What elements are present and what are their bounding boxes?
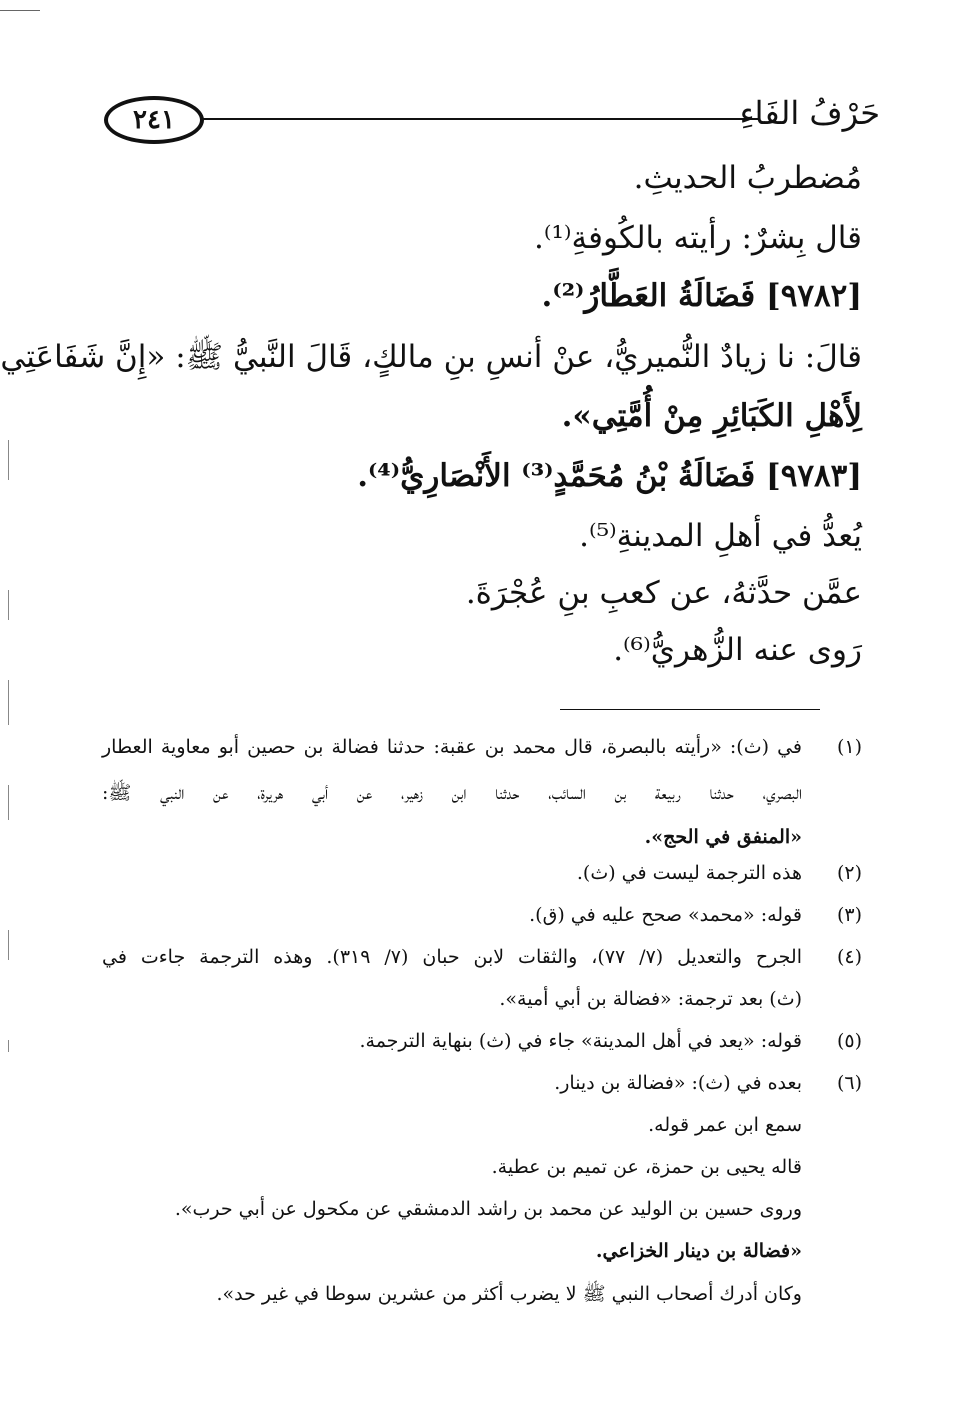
entry-heading: [٩٧٨٢] فَضَالَةُ العَطَّارُ⁽²⁾. [541, 278, 862, 314]
main-line: قال بِشرٌ: رأيته بالكُوفةِ⁽¹⁾. [534, 220, 862, 256]
footnote-text: قوله: «محمد» صحح عليه في (ق). [529, 904, 802, 926]
footnote-separator [560, 709, 820, 710]
page-number: ٢٤١ [104, 96, 204, 144]
footnote-text: في (ث): «رأيته بالبصرة، قال محمد بن عقبة: حدثنا فضالة بن حصين أبو معاوية العطار [102, 736, 802, 758]
scan-margin-mark [8, 680, 9, 725]
scan-margin-mark [8, 930, 9, 960]
footnote-number: (٣) [836, 904, 862, 926]
running-title: حَرْفُ الفَاءِ [739, 94, 880, 132]
footnote-number: (٤) [836, 946, 862, 968]
footnote-text: البصري، حدثنا ربيعة بن السائب، حدثنا ابن زهير، عن أبي هريرة، عن النبي ﷺ: [102, 782, 802, 804]
footnote-text: الجرح والتعديل (٧/ ٧٧)، والثقات لابن حبان (٧/ ٣١٩). وهذه الترجمة جاءت في [102, 946, 802, 968]
footnote-text: سمع ابن عمر قوله. [648, 1114, 802, 1136]
entry-heading: [٩٧٨٣] فَضَالَةُ بْنُ مُحَمَّدٍ⁽³⁾ الأَنْصَارِيُّ⁽⁴⁾. [357, 458, 862, 494]
main-line: رَوى عنه الزُّهريُّ⁽⁶⁾. [613, 632, 862, 668]
main-line: لِأَهْلِ الكَبَائِرِ مِنْ أُمَّتِي». [561, 398, 862, 434]
main-line: يُعدُّ في أهلِ المدينةِ⁽⁵⁾. [579, 518, 862, 554]
footnote-text: «المنفق في الحج». [644, 826, 802, 848]
main-line: قالَ: نا زيادٌ النُّميريُّ، عنْ أنسِ بنِ مالكٍ، قَالَ النَّبيُّ ﷺ: «إِنَّ شَفَاعَتِي [0, 339, 862, 375]
scan-margin-mark [8, 440, 9, 480]
footnote-number: (٥) [836, 1030, 862, 1052]
scan-margin-mark [8, 785, 9, 820]
footnote-text: بعده في (ث): «فضالة بن دينار. [554, 1072, 802, 1094]
footnote-text: قاله يحيى بن حمزة، عن تميم بن عطية. [491, 1156, 802, 1178]
scan-edge-line [0, 10, 40, 11]
footnote-number: (٦) [836, 1072, 862, 1094]
footnote-text: (ث) بعد ترجمة: «فضالة بن أبي أمية». [499, 988, 802, 1010]
footnote-number: (٢) [836, 862, 862, 884]
footnote-text: هذه الترجمة ليست في (ث). [576, 862, 802, 884]
footnote-number: (١) [836, 736, 862, 758]
scan-margin-mark [8, 1040, 9, 1052]
footnote-text: قوله: «يعد في أهل المدينة» جاء في (ث) بنهاية الترجمة. [359, 1030, 802, 1052]
scan-margin-mark [8, 590, 9, 620]
footnote-text: وكان أدرك أصحاب النبي ﷺ لا يضرب أكثر من عشرين سوطا في غير حد». [216, 1283, 802, 1305]
main-line: عمَّن حدَّثهُ، عن كعبِ بنِ عُجْرَةَ. [465, 575, 862, 611]
footnote-text: وروى حسين بن الوليد عن محمد بن راشد الدمشقي عن مكحول عن أبي حرب». [174, 1198, 802, 1220]
footnote-text: «فضالة بن دينار الخزاعي. [595, 1240, 802, 1262]
header-rule [200, 118, 760, 120]
page-header [100, 92, 880, 147]
main-line: مُضطربُ الحديثِ. [633, 160, 862, 196]
